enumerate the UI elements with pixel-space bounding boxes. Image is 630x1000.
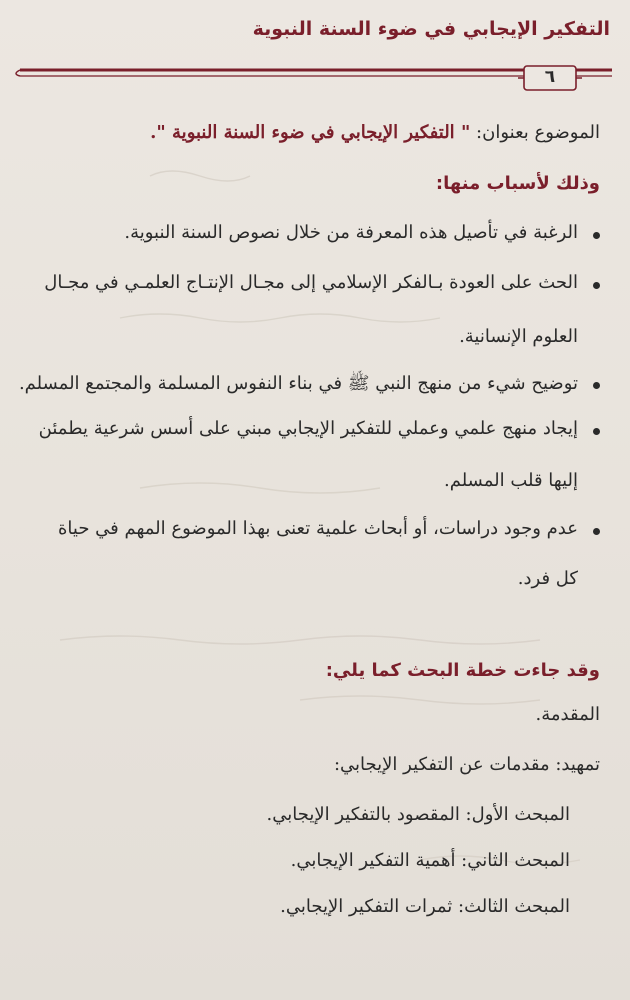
plan-section-item: المبحث الأول: المقصود بالتفكير الإيجابي. bbox=[266, 804, 570, 825]
bullet-icon bbox=[593, 282, 600, 289]
running-header-title: التفكير الإيجابي في ضوء السنة النبوية bbox=[252, 18, 610, 40]
topic-title: " التفكير الإيجابي في ضوء السنة النبوية ". bbox=[150, 122, 471, 143]
bullet-icon bbox=[593, 232, 600, 239]
list-item-continuation: العلوم الإنسانية. bbox=[459, 326, 578, 347]
plan-introduction: المقدمة. bbox=[535, 704, 600, 725]
bullet-icon bbox=[593, 528, 600, 535]
list-item-continuation: إليها قلب المسلم. bbox=[444, 470, 578, 491]
list-item-continuation: كل فرد. bbox=[517, 568, 578, 589]
page-number: ٦ bbox=[544, 67, 556, 87]
plan-section-item: المبحث الثالث: ثمرات التفكير الإيجابي. bbox=[280, 896, 570, 917]
list-item: عدم وجود دراسات، أو أبحاث علمية تعنى بهذا الموضوع المهم في حياة bbox=[58, 518, 578, 539]
bullet-icon bbox=[593, 428, 600, 435]
list-item: الرغبة في تأصيل هذه المعرفة من خلال نصوص السنة النبوية. bbox=[124, 222, 578, 243]
list-item: إيجاد منهج علمي وعملي للتفكير الإيجابي مبني على أسس شرعية يطمئن bbox=[39, 418, 578, 439]
plan-heading: وقد جاءت خطة البحث كما يلي: bbox=[325, 660, 600, 681]
list-item: الحث على العودة بـالفكر الإسلامي إلى مجـال الإنتـاج العلمـي في مجـال bbox=[44, 272, 578, 293]
topic-prefix: الموضوع بعنوان: bbox=[470, 122, 600, 143]
plan-preface: تمهيد: مقدمات عن التفكير الإيجابي: bbox=[333, 754, 600, 775]
bullet-icon bbox=[593, 382, 600, 389]
header-rule bbox=[12, 64, 612, 100]
list-item: توضيح شيء من منهج النبي ﷺ في بناء النفوس المسلمة والمجتمع المسلم. bbox=[19, 372, 578, 398]
topic-statement bbox=[150, 122, 600, 143]
plan-section-item: المبحث الثاني: أهمية التفكير الإيجابي. bbox=[290, 850, 570, 871]
reasons-heading: وذلك لأسباب منها: bbox=[435, 173, 600, 194]
